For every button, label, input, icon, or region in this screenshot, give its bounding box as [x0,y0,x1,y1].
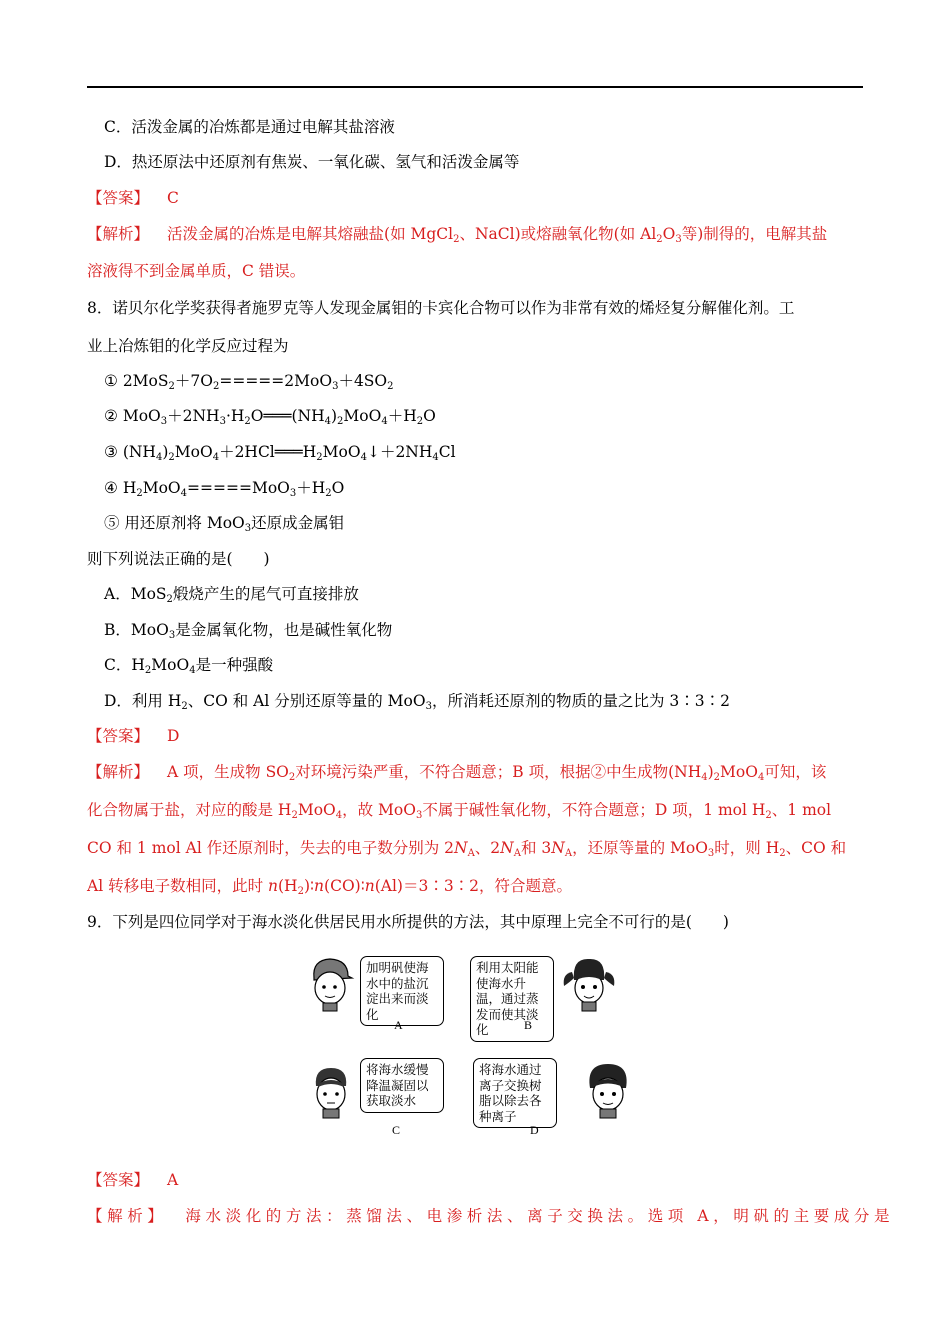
q8-prompt: 则下列说法正确的是( ) [87,550,270,568]
q8-equation-3: ③ $(NH_4)_2MoO_4+2HCl═══H_2MoO_4↓+2NH_4Cl$ [104,443,456,463]
q8-analysis-line1: 【解析】 A 项，生成物 $SO_2$对环境污染严重，不符合题意；B 项，根据②中生成物$(NH_4)_2MoO_4$可知，该 [87,763,827,783]
student-a-icon [304,954,356,1016]
answer-value: A [167,1171,179,1189]
q8-analysis-line4: Al 转移电子数相同，此时 $n(H_2)∶n(CO)∶n(Al)=3∶3∶2$，符合题意。 [87,877,573,897]
q9-stem: 9．下列是四位同学对于海水淡化供居民用水所提供的方法，其中原理上完全不可行的是( ) [87,913,729,931]
q8-answer [87,726,867,746]
q8-analysis-line2: 化合物属于盐，对应的酸是 $H_2MoO_4$，故 MoO$_3$不属于碱性氧化物，不符合题意；D 项，1 mol $H_2$、1 mol [87,801,832,821]
q8-option-c: C．$H_2MoO_4$是一种强酸 [104,656,274,676]
q9-answer [87,1170,867,1190]
q7-option-c: C．活泼金属的冶炼都是通过电解其盐溶液 [104,118,395,136]
answer-value: D [167,727,180,745]
label-c: C [392,1123,401,1137]
analysis-label: 【解析】 [87,1207,168,1225]
student-b-icon [558,954,620,1016]
q9-figure [300,948,650,1148]
q7-analysis-line1: 【解析】 活泼金属的冶炼是电解其熔融盐(如 MgCl$_2$、NaCl)或熔融氧化物(如 $Al_2O_3$等)制得的，电解其盐 [87,225,828,245]
q7-option-d: D．热还原法中还原剂有焦炭、一氧化碳、氢气和活泼金属等 [104,153,520,171]
header-rule [87,86,863,88]
analysis-label: 【解析】 [87,225,150,243]
q8-option-d: D．利用 $H_2$、CO 和 Al 分别还原等量的 MoO$_3$，所消耗还原剂的物质的量之比为 3∶3∶2 [104,692,730,712]
answer-label: 【答案】 [87,727,150,745]
analysis-label: 【解析】 [87,763,150,781]
q8-equation-4: ④ $H_2MoO_4=====MoO_3+H_2O$ [104,479,345,499]
q7-analysis-line2: 溶液得不到金属单质，C 错误。 [87,262,306,280]
answer-label: 【答案】 [87,189,150,207]
q8-analysis-line3: CO 和 1 mol Al 作还原剂时，失去的电子数分别为 $2N_A$、$2N_A$和 $3N_A$，还原等量的 MoO$_3$时，则 $H_2$、CO 和 [87,839,847,859]
label-a: A [394,1018,403,1032]
student-d-icon [580,1058,636,1122]
bubble-b: 利用太阳能使海水升温，通过蒸发而使其淡化 [470,956,554,1042]
bubble-c: 将海水缓慢降温凝固以获取淡水 [360,1058,444,1113]
bubble-a: 加明矾使海水中的盐沉淀出来而淡化 [360,956,444,1026]
q7-answer [87,188,867,208]
q8-option-b: B．MoO$_3$是金属氧化物，也是碱性氧化物 [104,621,393,641]
bubble-d: 将海水通过离子交换树脂以除去各种离子 [473,1058,557,1128]
q8-option-a: A．MoS$_2$煅烧产生的尾气可直接排放 [104,585,359,605]
q8-step-5: ⑤ 用还原剂将 MoO$_3$还原成金属钼 [104,514,345,534]
q9-analysis: 【解析】 海水淡化的方法：蒸馏法、电渗析法、离子交换法。选项 A，明矾的主要成分是 [87,1207,895,1225]
answer-label: 【答案】 [87,1171,150,1189]
label-b: B [524,1018,533,1032]
q8-stem-line2: 业上冶炼钼的化学反应过程为 [87,337,289,355]
q8-equation-1: ① $2MoS_2+7O_2=====2MoO_3+4SO_2$ [104,372,394,392]
q8-stem-line1: 8．诺贝尔化学奖获得者施罗克等人发现金属钼的卡宾化合物可以作为非常有效的烯烃复分解催化剂。工 [87,299,795,317]
answer-value: C [167,189,179,207]
q8-equation-2: ② $MoO_3+2NH_3\cdot H_2O═══(NH_4)_2MoO_4+H_2O$ [104,407,436,427]
student-c-icon [306,1060,356,1122]
label-d: D [530,1123,539,1137]
